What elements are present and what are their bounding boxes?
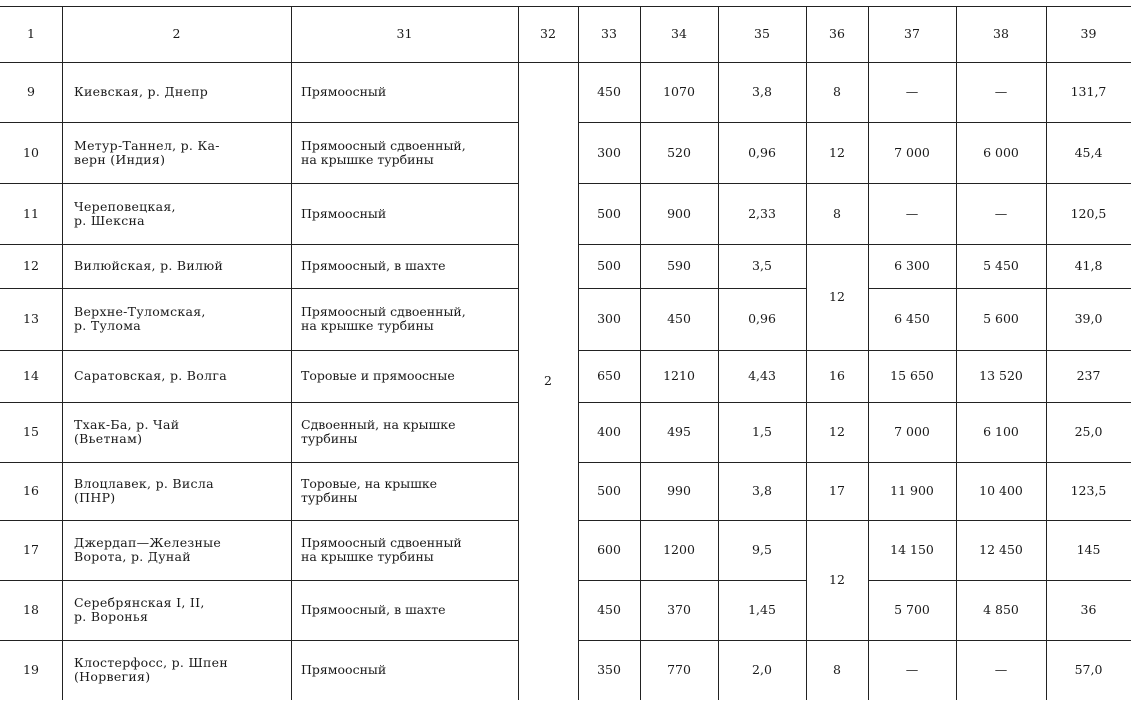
row-10-c33: [578, 122, 640, 183]
row-15-c34: [640, 402, 718, 462]
row-15-c36: [806, 402, 868, 462]
row-10-c37: [868, 122, 956, 183]
row-19-name: [62, 640, 291, 700]
row-13-c33: [578, 288, 640, 350]
row-19-c38: [956, 640, 1046, 700]
row-9-c36-text: 8: [833, 84, 841, 99]
merged-col32-text: 2: [544, 373, 552, 388]
row-15-c35-text: 1,5: [752, 424, 772, 439]
row-9-c37: [868, 62, 956, 122]
row-10-name-text: Метур-Таннел, р. Ка- верн (Индия): [74, 137, 220, 167]
row-10-number-text: 10: [23, 144, 39, 160]
merged-col32: [518, 62, 578, 700]
row-11-c38-text: —: [994, 205, 1008, 221]
row-13-c35-text: 0,96: [748, 311, 776, 326]
row-11-type-text: Прямоосный: [301, 205, 387, 221]
grid-hline: [518, 62, 578, 63]
row-16-type: [291, 462, 518, 520]
grid-hline: [806, 62, 868, 63]
row-14-c33: [578, 350, 640, 402]
row-14-c34-text: 1210: [663, 368, 695, 383]
row-13-c34-text: 450: [667, 311, 691, 326]
row-15-name: [62, 402, 291, 462]
row-18-c34: [640, 580, 718, 640]
row-11-c34-text: 900: [667, 205, 691, 221]
grid-hline: [578, 288, 806, 289]
grid-hline: [578, 580, 806, 581]
header-cell-32: [518, 6, 578, 62]
row-11-name: [62, 183, 291, 244]
row-15-c38-text: 6 100: [983, 424, 1019, 439]
row-9-name-text: Киевская, р. Днепр: [74, 84, 209, 99]
row-15-c36-text: 12: [829, 424, 845, 439]
row-18-c35-text: 1,45: [748, 602, 776, 617]
header-cell-37: [868, 6, 956, 62]
row-14-type: [291, 350, 518, 402]
merged-col36-rows-12-13-text: 12: [829, 289, 845, 304]
row-16-type-text: Торовые, на крышке турбины: [301, 476, 438, 505]
row-17-c35: [718, 520, 806, 580]
row-9-c35-text: 3,8: [752, 84, 772, 99]
header-cell-38: [956, 6, 1046, 62]
grid-hline: [0, 62, 518, 63]
grid-hline: [806, 640, 868, 641]
row-11-c38: [956, 183, 1046, 244]
row-12-type: [291, 244, 518, 288]
grid-hline: [868, 402, 1131, 403]
row-11-c33-text: 500: [597, 205, 621, 221]
row-12-number: [0, 244, 62, 288]
row-19-number: [0, 640, 62, 700]
row-9-c39-text: 131,7: [1070, 84, 1107, 99]
header-cell-32-text: 32: [540, 26, 556, 41]
row-19-name-text: Клостерфосс, р. Шпен (Норвегия): [74, 655, 228, 684]
row-14-name-text: Саратовская, р. Волга: [74, 368, 227, 383]
row-15-c33: [578, 402, 640, 462]
row-18-c33: [578, 580, 640, 640]
grid-hline: [578, 520, 806, 521]
row-12-c34-text: 590: [667, 258, 691, 273]
row-14-c39-text: 237: [1076, 368, 1101, 383]
grid-vline: [868, 6, 869, 700]
grid-hline: [868, 640, 1131, 641]
grid-hline: [0, 122, 518, 123]
grid-vline: [518, 6, 519, 700]
row-11-c33: [578, 183, 640, 244]
row-17-type: [291, 520, 518, 580]
row-16-c37-text: 11 900: [890, 483, 934, 498]
grid-hline: [868, 580, 1131, 581]
row-17-c33: [578, 520, 640, 580]
grid-hline: [868, 62, 1131, 63]
row-19-c37-text: —: [905, 662, 919, 677]
grid-hline: [868, 350, 1131, 351]
row-17-c39: [1046, 520, 1131, 580]
row-16-c36: [806, 462, 868, 520]
grid-hline: [806, 244, 868, 245]
header-cell-35: [718, 6, 806, 62]
row-9-c33-text: 450: [597, 84, 621, 99]
row-15-type: [291, 402, 518, 462]
row-10-c37-text: 7 000: [894, 144, 930, 160]
row-18-number-text: 18: [23, 602, 39, 617]
grid-hline: [0, 183, 518, 184]
row-15-c34-text: 495: [667, 424, 691, 439]
row-16-number: [0, 462, 62, 520]
row-16-c37: [868, 462, 956, 520]
row-12-c33-text: 500: [597, 258, 621, 273]
grid-vline: [62, 6, 63, 700]
row-19-c34: [640, 640, 718, 700]
row-19-c35: [718, 640, 806, 700]
row-10-c38: [956, 122, 1046, 183]
grid-hline: [868, 288, 1131, 289]
row-17-c37-text: 14 150: [890, 542, 934, 557]
header-cell-38-text: 38: [993, 26, 1009, 41]
header-cell-39: [1046, 6, 1131, 62]
merged-col36-rows-17-18: [806, 520, 868, 640]
row-19-c36-text: 8: [833, 662, 841, 677]
row-13-number-text: 13: [23, 311, 39, 326]
header-cell-34: [640, 6, 718, 62]
row-18-c39: [1046, 580, 1131, 640]
header-cell-36-text: 36: [829, 26, 845, 41]
row-12-c39: [1046, 244, 1131, 288]
row-18-type: [291, 580, 518, 640]
grid-hline: [578, 640, 806, 641]
row-19-c39-text: 57,0: [1074, 662, 1103, 677]
row-19-c34-text: 770: [667, 662, 691, 677]
grid-hline: [0, 350, 518, 351]
row-14-c35: [718, 350, 806, 402]
row-15-c38: [956, 402, 1046, 462]
row-10-c39: [1046, 122, 1131, 183]
header-cell-33: [578, 6, 640, 62]
grid-hline: [578, 122, 806, 123]
row-17-c38: [956, 520, 1046, 580]
row-17-c34: [640, 520, 718, 580]
row-15-name-text: Тхак-Ба, р. Чай (Вьетнам): [74, 417, 180, 446]
row-17-c38-text: 12 450: [979, 542, 1023, 557]
row-16-c34: [640, 462, 718, 520]
row-17-number: [0, 520, 62, 580]
grid-hline: [0, 244, 518, 245]
header-cell-31-text: 31: [396, 26, 413, 41]
row-14-c38-text: 13 520: [979, 368, 1023, 383]
row-17-c39-text: 145: [1076, 542, 1101, 557]
row-12-type-text: Прямоосный, в шахте: [301, 258, 446, 273]
row-16-name-text: Влоцлавек, р. Висла (ПНР): [74, 476, 214, 505]
row-14-number-text: 14: [23, 368, 39, 383]
row-15-c39: [1046, 402, 1131, 462]
header-cell-37-text: 37: [904, 26, 920, 41]
grid-hline: [0, 6, 1131, 7]
header-cell-31: [291, 6, 518, 62]
grid-hline: [806, 122, 868, 123]
row-9-c34: [640, 62, 718, 122]
row-9-c33: [578, 62, 640, 122]
row-13-c37: [868, 288, 956, 350]
header-cell-33-text: 33: [601, 26, 617, 41]
grid-hline: [578, 62, 806, 63]
grid-hline: [806, 350, 868, 351]
grid-hline: [578, 244, 806, 245]
row-13-c39: [1046, 288, 1131, 350]
merged-col36-rows-12-13: [806, 244, 868, 350]
row-14-type-text: Торовые и прямоосные: [301, 368, 455, 383]
row-13-c38: [956, 288, 1046, 350]
row-14-c33-text: 650: [597, 368, 621, 383]
row-19-c36: [806, 640, 868, 700]
grid-hline: [0, 580, 518, 581]
grid-vline: [291, 6, 292, 700]
row-10-type-text: Прямоосный сдвоенный, на крышке турбины: [301, 137, 466, 167]
row-13-name: [62, 288, 291, 350]
row-15-number: [0, 402, 62, 462]
row-10-c33-text: 300: [597, 144, 621, 160]
row-10-type: [291, 122, 518, 183]
row-11-number: [0, 183, 62, 244]
row-10-c38-text: 6 000: [983, 144, 1019, 160]
row-17-c34-text: 1200: [663, 542, 695, 557]
row-11-name-text: Череповецкая, р. Шексна: [74, 198, 176, 228]
row-11-c34: [640, 183, 718, 244]
row-14-c35-text: 4,43: [748, 368, 776, 383]
row-19-number-text: 19: [23, 662, 39, 677]
row-18-c38: [956, 580, 1046, 640]
row-13-type-text: Прямоосный сдвоенный, на крышке турбины: [301, 304, 466, 333]
row-17-c33-text: 600: [597, 542, 621, 557]
row-12-c38-text: 5 450: [983, 258, 1019, 273]
row-12-c33: [578, 244, 640, 288]
row-13-c37-text: 6 450: [894, 311, 930, 326]
row-16-c38-text: 10 400: [979, 483, 1023, 498]
row-12-c37-text: 6 300: [894, 258, 930, 273]
row-18-c38-text: 4 850: [983, 602, 1019, 617]
row-19-c33-text: 350: [597, 662, 621, 677]
row-16-number-text: 16: [23, 483, 39, 498]
header-cell-35-text: 35: [754, 26, 770, 41]
row-15-c39-text: 25,0: [1074, 424, 1103, 439]
row-10-name: [62, 122, 291, 183]
grid-vline: [1046, 6, 1047, 700]
row-9-c38: [956, 62, 1046, 122]
row-16-c39-text: 123,5: [1070, 483, 1107, 498]
row-14-c37-text: 15 650: [890, 368, 934, 383]
row-18-name: [62, 580, 291, 640]
header-cell-34-text: 34: [671, 26, 687, 41]
row-16-c33: [578, 462, 640, 520]
row-10-c39-text: 45,4: [1074, 144, 1103, 160]
row-17-number-text: 17: [23, 542, 39, 557]
grid-vline: [806, 6, 807, 700]
row-10-number: [0, 122, 62, 183]
grid-hline: [868, 122, 1131, 123]
row-16-c33-text: 500: [597, 483, 621, 498]
grid-hline: [578, 350, 806, 351]
row-19-c38-text: —: [994, 662, 1008, 677]
grid-hline: [806, 520, 868, 521]
row-18-c33-text: 450: [597, 602, 621, 617]
row-15-c33-text: 400: [597, 424, 621, 439]
grid-hline: [578, 462, 806, 463]
row-15-type-text: Сдвоенный, на крышке турбины: [301, 417, 456, 446]
row-18-c39-text: 36: [1080, 602, 1097, 617]
row-10-c36-text: 12: [829, 144, 845, 160]
row-14-c39: [1046, 350, 1131, 402]
row-16-c34-text: 990: [667, 483, 691, 498]
grid-hline: [806, 402, 868, 403]
grid-hline: [806, 462, 868, 463]
row-16-c35-text: 3,8: [752, 483, 772, 498]
row-16-c36-text: 17: [829, 483, 845, 498]
row-18-c34-text: 370: [667, 602, 691, 617]
grid-hline: [0, 640, 518, 641]
row-18-c37: [868, 580, 956, 640]
grid-hline: [868, 244, 1131, 245]
row-12-c34: [640, 244, 718, 288]
row-15-number-text: 15: [23, 424, 39, 439]
row-9-type-text: Прямоосный: [301, 84, 387, 99]
row-13-number: [0, 288, 62, 350]
grid-hline: [868, 520, 1131, 521]
row-12-number-text: 12: [23, 258, 39, 273]
header-cell-39-text: 39: [1080, 26, 1097, 41]
row-12-c39-text: 41,8: [1074, 258, 1103, 273]
row-13-c39-text: 39,0: [1074, 311, 1103, 326]
row-19-c33: [578, 640, 640, 700]
grid-vline: [718, 6, 719, 700]
row-15-c35: [718, 402, 806, 462]
row-14-c38: [956, 350, 1046, 402]
row-18-type-text: Прямоосный, в шахте: [301, 602, 446, 617]
row-10-c36: [806, 122, 868, 183]
row-19-type-text: Прямоосный: [301, 662, 387, 677]
row-11-c36-text: 8: [833, 205, 841, 221]
row-15-c37-text: 7 000: [894, 424, 930, 439]
merged-col36-rows-17-18-text: 12: [829, 572, 845, 587]
row-10-c34: [640, 122, 718, 183]
row-14-c37: [868, 350, 956, 402]
row-11-type: [291, 183, 518, 244]
grid-hline: [0, 520, 518, 521]
row-13-c34: [640, 288, 718, 350]
row-16-name: [62, 462, 291, 520]
header-cell-1: [0, 6, 62, 62]
grid-hline: [868, 183, 1131, 184]
row-13-type: [291, 288, 518, 350]
row-13-c35: [718, 288, 806, 350]
row-10-c35-text: 0,96: [748, 144, 776, 160]
row-11-c35: [718, 183, 806, 244]
row-9-name: [62, 62, 291, 122]
row-9-c39: [1046, 62, 1131, 122]
row-12-c35: [718, 244, 806, 288]
row-9-number: [0, 62, 62, 122]
row-13-c33-text: 300: [597, 311, 621, 326]
header-cell-2-text: 2: [172, 26, 181, 41]
grid-hline: [0, 288, 518, 289]
row-16-c38: [956, 462, 1046, 520]
row-9-c37-text: —: [905, 84, 919, 99]
grid-vline: [640, 6, 641, 700]
row-17-c35-text: 9,5: [752, 542, 772, 557]
row-17-c37: [868, 520, 956, 580]
row-15-c37: [868, 402, 956, 462]
row-14-c36: [806, 350, 868, 402]
grid-hline: [0, 462, 518, 463]
grid-vline: [578, 6, 579, 700]
row-10-c34-text: 520: [667, 144, 691, 160]
row-18-c37-text: 5 700: [894, 602, 930, 617]
grid-hline: [868, 462, 1131, 463]
row-13-name-text: Верхне-Туломская, р. Тулома: [74, 304, 206, 333]
row-14-c36-text: 16: [829, 368, 845, 383]
row-17-name: [62, 520, 291, 580]
row-14-c34: [640, 350, 718, 402]
row-12-c38: [956, 244, 1046, 288]
row-9-c35: [718, 62, 806, 122]
row-18-name-text: Серебрянская I, II, р. Воронья: [74, 595, 205, 624]
row-18-number: [0, 580, 62, 640]
header-cell-36: [806, 6, 868, 62]
row-19-c37: [868, 640, 956, 700]
row-11-c36: [806, 183, 868, 244]
row-11-c37: [868, 183, 956, 244]
grid-hline: [578, 402, 806, 403]
row-18-c35: [718, 580, 806, 640]
row-10-c35: [718, 122, 806, 183]
row-12-name-text: Вилюйская, р. Вилюй: [74, 258, 224, 273]
row-17-type-text: Прямоосный сдвоенный на крышке турбины: [301, 535, 462, 564]
row-11-number-text: 11: [23, 205, 39, 221]
row-11-c39-text: 120,5: [1070, 205, 1107, 221]
header-cell-1-text: 1: [27, 26, 35, 41]
row-13-c38-text: 5 600: [983, 311, 1019, 326]
row-9-type: [291, 62, 518, 122]
row-12-c37: [868, 244, 956, 288]
row-11-c37-text: —: [905, 205, 919, 221]
row-12-c35-text: 3,5: [752, 258, 772, 273]
row-19-c35-text: 2,0: [752, 662, 772, 677]
row-9-c36: [806, 62, 868, 122]
row-14-name: [62, 350, 291, 402]
grid-hline: [578, 183, 806, 184]
header-cell-2: [62, 6, 291, 62]
row-16-c39: [1046, 462, 1131, 520]
row-9-c38-text: —: [994, 84, 1008, 99]
row-16-c35: [718, 462, 806, 520]
row-19-c39: [1046, 640, 1131, 700]
grid-vline: [956, 6, 957, 700]
row-9-c34-text: 1070: [663, 84, 695, 99]
row-11-c35-text: 2,33: [748, 205, 776, 221]
row-11-c39: [1046, 183, 1131, 244]
row-17-name-text: Джердап—Железные Ворота, р. Дунай: [74, 535, 222, 564]
grid-hline: [0, 402, 518, 403]
row-14-number: [0, 350, 62, 402]
grid-hline: [806, 183, 868, 184]
row-19-type: [291, 640, 518, 700]
row-9-number-text: 9: [27, 84, 35, 99]
row-12-name: [62, 244, 291, 288]
